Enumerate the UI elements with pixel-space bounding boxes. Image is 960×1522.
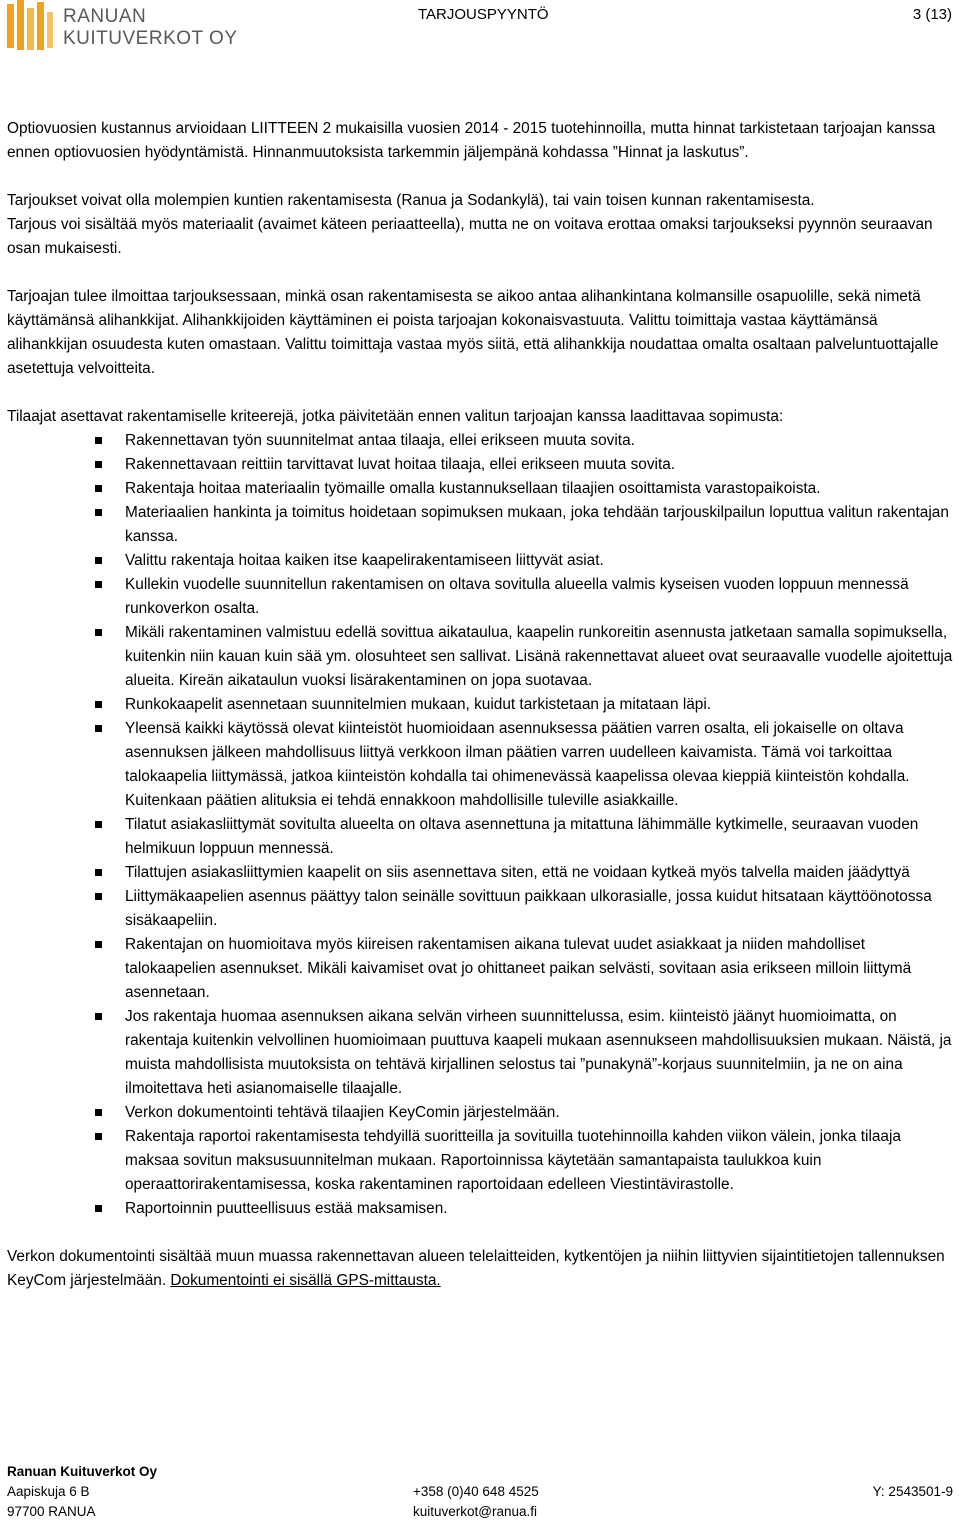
paragraph-option-years: Optiovuosien kustannus arvioidaan LIITTEEN 2 mukaisilla vuosien 2014 - 2015 tuotehinnoilla, mutta hinnat tarkistetaan tarjoajan kanssa ennen optiovuosien hyödyntämistä. Hinnanmuutoksista tarkemmin jäljempänä kohdassa ”Hinnat ja laskutus”. — [7, 120, 936, 161]
page-number: 3 (13) — [912, 6, 952, 23]
document-title: TARJOUSPYYNTÖ — [418, 6, 549, 23]
footer-contact — [413, 1482, 539, 1522]
logo-text-line2: KUITUVERKOT OY — [63, 28, 238, 49]
list-item: Jos rakentaja huomaa asennuksen aikana selvän virheen suunnittelussa, esim. kiinteistö jäänyt huomioimatta, on rakentaja kuitenkin velvollinen huomioimaan puuttuva kaapeli mukaan asennukseen mahdollisuuksien mukaan. Näistä, ja muista mahdollisista muutoksista on tehtävä kirjallinen selostus tai ”punakynä”-korjaus suunnitelmiin, ja ne on aina ilmoitettava heti asianomaiselle tilaajalle. — [7, 1005, 953, 1101]
square-bullet-icon — [95, 1109, 102, 1116]
logo-mark-icon — [5, 0, 57, 54]
criteria-list — [7, 429, 953, 1221]
square-bullet-icon — [95, 725, 102, 732]
list-item: Rakentaja hoitaa materiaalin työmaille omalla kustannuksellaan tilaajien osoittamista varastopaikoista. — [7, 477, 953, 501]
paragraph-offers-scope: Tarjoukset voivat olla molempien kuntien rakentamisesta (Ranua ja Sodankylä), tai vain toisen kunnan rakentamisesta. — [7, 192, 815, 209]
list-item: Kullekin vuodelle suunnitellun rakentamisen on oltava sovitulla alueella valmis kyseisen vuoden loppuun mennessä runkoverkon osalta. — [7, 573, 953, 621]
list-item: Rakentajan on huomioitava myös kiireisen rakentamisen aikana tulevat uudet asiakkaat ja niiden mahdolliset talokaapelien asennukset. Mikäli kaivamiset ovat jo ohittaneet paikan selvästi, sovitaan asia erikseen milloin liittymä asennetaan. — [7, 933, 953, 1005]
list-item: Verkon dokumentointi tehtävä tilaajien KeyComin järjestelmään. — [7, 1101, 953, 1125]
logo-text-line1: RANUAN — [63, 6, 147, 27]
square-bullet-icon — [95, 437, 102, 444]
paragraph-subcontracting: Tarjoajan tulee ilmoittaa tarjouksessaan, minkä osan rakentamisesta se aikoo antaa alihankintana kolmansille osapuolille, sekä nimetä käyttämänsä alihankkijat. Alihankkijoiden käyttäminen ei poista tarjoajan kokonaisvastuuta. Valittu toimittaja vastaa käyttämänsä alihankkijan osuudesta kuten omastaan. Valittu toimittaja vastaa myös siitä, että alihankkija noudattaa omalta osaltaan palveluntuottajalle asetettuja velvoitteita. — [7, 288, 939, 377]
list-item: Raportoinnin puutteellisuus estää maksamisen. — [7, 1197, 953, 1221]
documentation-note: Dokumentointi ei sisällä GPS-mittausta. — [170, 1272, 441, 1289]
square-bullet-icon — [95, 1133, 102, 1140]
footer-company: Ranuan Kuituverkot Oy — [7, 1464, 158, 1479]
company-logo — [5, 0, 245, 56]
list-item: Rakentaja raportoi rakentamisesta tehdyillä suoritteilla ja sovituilla tuotehinnoilla kahden viikon välein, jonka tilaaja maksaa sovitun maksusuunnitelman mukaan. Raportoinnissa käytetään samantapaista taulukkoa kuin operaattorirakentamisessa, koska rakentaminen raportoidaan edelleen Viestintävirastolle. — [7, 1125, 953, 1197]
footer-postal: 97700 RANUA — [7, 1504, 96, 1519]
square-bullet-icon — [95, 1205, 102, 1212]
square-bullet-icon — [95, 581, 102, 588]
footer-email: kuituverkot@ranua.fi — [413, 1504, 538, 1519]
footer-street: Aapiskuja 6 B — [7, 1484, 90, 1499]
paragraph-documentation: Verkon dokumentointi sisältää muun muassa rakennettavan alueen telelaitteiden, kytkentöjen ja niihin liittyvien sijaintitietojen tallennuksen KeyCom järjestelmään. Dokumentointi ei sisällä GPS-mittausta. — [7, 1248, 945, 1289]
list-item: Tilatut asiakasliittymät sovitulta alueelta on oltava asennettuna ja mitattuna lähimmälle kytkimelle, seuraavan vuoden helmikuun loppuun mennessä. — [7, 813, 953, 861]
square-bullet-icon — [95, 701, 102, 708]
square-bullet-icon — [95, 869, 102, 876]
square-bullet-icon — [95, 509, 102, 516]
square-bullet-icon — [95, 893, 102, 900]
footer-address — [7, 1482, 96, 1522]
list-item: Rakennettavaan reittiin tarvittavat luvat hoitaa tilaaja, ellei erikseen muuta sovita. — [7, 453, 953, 477]
square-bullet-icon — [95, 557, 102, 564]
square-bullet-icon — [95, 821, 102, 828]
page-footer — [7, 1462, 953, 1519]
list-item: Runkokaapelit asennetaan suunnitelmien mukaan, kuidut tarkistetaan ja mitataan läpi. — [7, 693, 953, 717]
list-item: Materiaalien hankinta ja toimitus hoidetaan sopimuksen mukaan, joka tehdään tarjouskilpailun loputtua valitun rakentajan kanssa. — [7, 501, 953, 549]
square-bullet-icon — [95, 1013, 102, 1020]
square-bullet-icon — [95, 629, 102, 636]
page-header — [0, 0, 960, 60]
footer-business-id: Y: 2543501-9 — [872, 1484, 953, 1499]
footer-phone: +358 (0)40 648 4525 — [413, 1484, 539, 1499]
list-item: Liittymäkaapelien asennus päättyy talon seinälle sovittuun paikkaan ulkorasialle, jossa kuidut hitsataan käyttöönotossa sisäkaapeliin. — [7, 885, 953, 933]
list-item: Rakennettavan työn suunnitelmat antaa tilaaja, ellei erikseen muuta sovita. — [7, 429, 953, 453]
list-item: Valittu rakentaja hoitaa kaiken itse kaapelirakentamiseen liittyvät asiat. — [7, 549, 953, 573]
paragraph-criteria-intro: Tilaajat asettavat rakentamiselle kriteerejä, jotka päivitetään ennen valitun tarjoajan kanssa laadittavaa sopimusta: — [7, 408, 784, 425]
square-bullet-icon — [95, 485, 102, 492]
list-item: Yleensä kaikki käytössä olevat kiinteistöt huomioidaan asennuksessa päätien varren osalta, eli jokaiselle on oltava asennuksen jälkeen mahdollisuus liittyä verkkoon ilman päätien varren uudelleen kaivamista. Tämä voi tarkoittaa talokaapelia liittymässä, jatkoa kiinteistön kohdalla tai ohimenevässä kaapelissa olevaa kieppiä kiinteistön kohdalla. Kuitenkaan päätien alituksia ei tehdä ennakkoon mahdollisille tuleville asiakkaille. — [7, 717, 953, 813]
list-item: Tilattujen asiakasliittymien kaapelit on siis asennettava siten, että ne voidaan kytkeä myös talvella maiden jäädyttyä — [7, 861, 953, 885]
paragraph-offers-materials: Tarjous voi sisältää myös materiaalit (avaimet käteen periaatteella), mutta ne on voitava erottaa omaksi tarjoukseksi pyynnön seuraavan osan mukaisesti. — [7, 216, 933, 257]
square-bullet-icon — [95, 461, 102, 468]
square-bullet-icon — [95, 941, 102, 948]
list-item: Mikäli rakentaminen valmistuu edellä sovittua aikataulua, kaapelin runkoreitin asennusta jatketaan samalla sopimuksella, kuitenkin niin kauan kuin sää ym. olosuhteet sen sallivat. Lisänä rakennettavat alueet ovat seuraavalle vuodelle ajoitettuja alueita. Kireän aikataulun vuoksi lisärakentaminen on jopa suotavaa. — [7, 621, 953, 693]
document-body — [7, 117, 953, 1317]
